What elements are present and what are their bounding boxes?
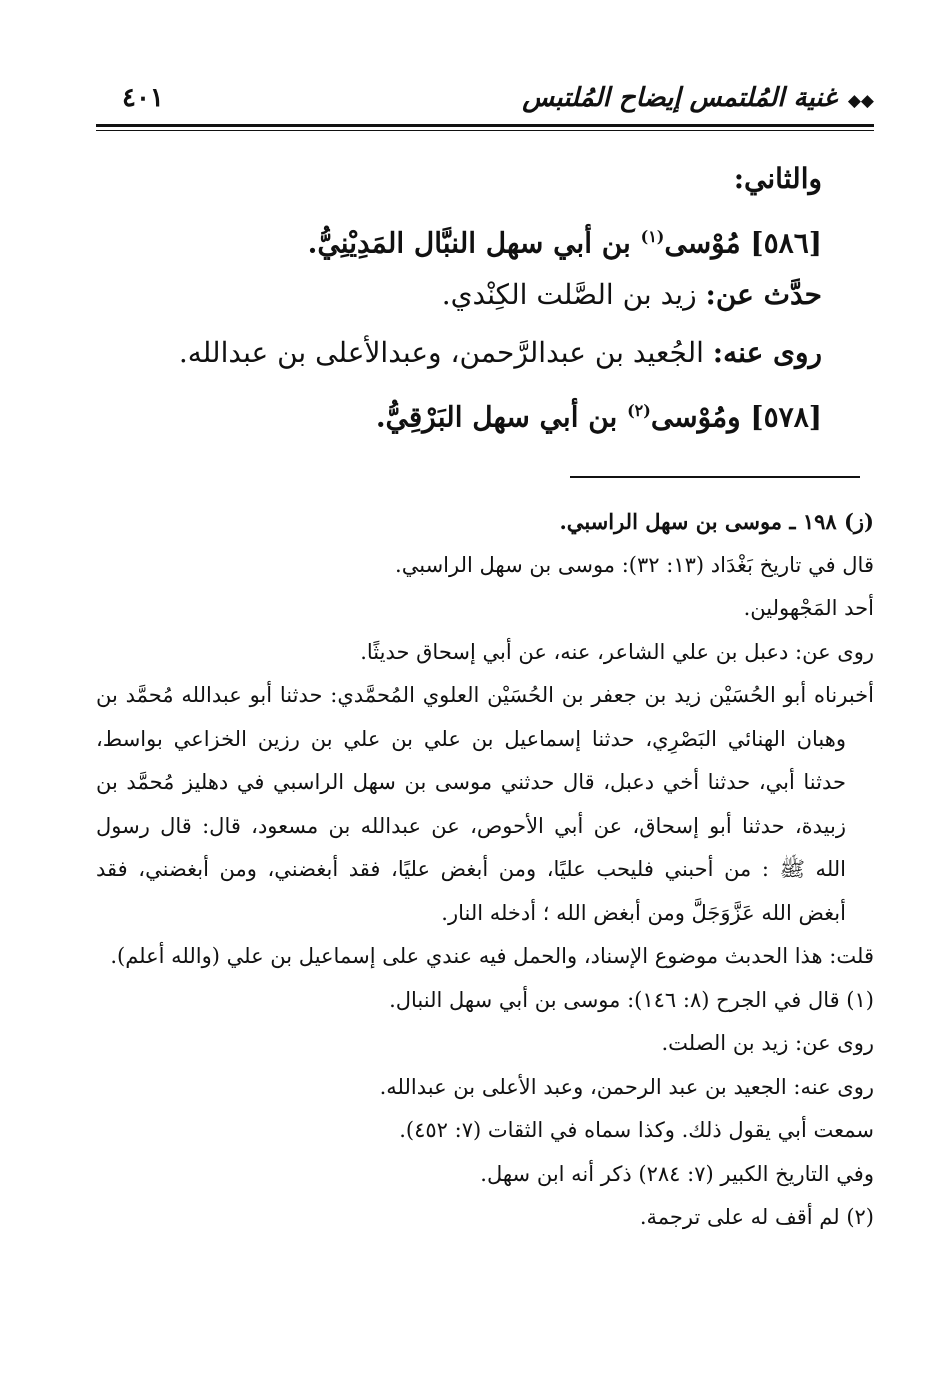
narrated-from-text: زيد بن الصَّلت الكِنْدي. xyxy=(441,278,697,311)
note-1-line: (١) قال في الجرح (٨: ١٤٦): موسى بن أبي سهل النبال. xyxy=(389,987,874,1012)
note-1-line: روى عنه: الجعيد بن عبد الرحمن، وعبد الأعلى بن عبدالله. xyxy=(379,1074,874,1099)
entry-number: [٥٨٦] xyxy=(750,226,822,260)
note-z-line: أحد المَجْهولين. xyxy=(743,596,874,620)
note-z-heading: (ز) ١٩٨ ـ موسى بن سهل الراسبي. xyxy=(559,509,874,534)
note-z-line: قال في تاريخ بَغْدَاد (١٣: ٣٢): موسى بن سهل الراسبي. xyxy=(395,552,874,577)
note-1-line: وفي التاريخ الكبير (٧: ٢٨٤) ذكر أنه ابن سهل. xyxy=(480,1161,874,1186)
narrated-by-text: الجُعيد بن عبدالرَّحمن، وعبدالأعلى بن عبدالله. xyxy=(178,336,704,369)
isnad-line: حدثنا أبي، حدثنا أخي دعبل، قال حدثني موسى بن سهل الراسبي في دهليز مُحمَّد بن xyxy=(96,770,846,794)
narrated-by-line xyxy=(96,324,822,382)
entry-name: مُوْسى xyxy=(664,226,741,260)
verdict-line: قلت: هذا الحدبث موضوع الإسناد، والحمل فيه عندي على إسماعيل بن علي (والله أعلم). xyxy=(110,944,874,968)
page-number: ٤٠١ xyxy=(122,83,164,113)
footnote-separator xyxy=(570,476,860,478)
entry-name-rest: بن أبي سهل النبَّال المَدِيْنِيُّ. xyxy=(307,226,631,260)
header-rule-thick xyxy=(96,124,874,127)
footnote-marker: (٢) xyxy=(627,401,651,420)
entry-name: ومُوْسى xyxy=(650,400,741,434)
running-title-group xyxy=(522,83,874,113)
isnad-line: الله ﷺ : من أحبني فليحب عليًا، ومن أبغض عليًا، فقد أبغضني، ومن أبغضني، فقد xyxy=(96,857,846,881)
footnote-marker: (١) xyxy=(640,227,665,246)
footnotes xyxy=(96,500,874,1240)
narrated-from-label: حدَّث عن: xyxy=(705,278,822,311)
note-z-line: روى عن: دعبل بن علي الشاعر، عنه، عن أبي إسحاق حديثًا. xyxy=(360,639,874,664)
header-rule-thin xyxy=(96,130,874,131)
entry-name-rest: بن أبي سهل البَرْقِيُّ. xyxy=(375,400,618,434)
entry-number: [٥٧٨] xyxy=(750,400,822,434)
isnad-line: زبيدة، حدثنا أبو إسحاق، عن أبي الأحوص، عن عبدالله بن مسعود، قال: قال رسول xyxy=(96,813,846,838)
note-1-line: روى عن: زيد بن الصلت. xyxy=(661,1031,874,1055)
narrated-by-label: روى عنه: xyxy=(712,336,822,369)
isnad-last-line: أبغض الله عَزَّوَجَلَّ ومن أبغض الله ؛ أدخله النار. xyxy=(441,900,846,925)
entry-586 xyxy=(96,208,822,266)
note-1-line: سمعت أبي يقول ذلك. وكذا سماه في الثقات (٧: ٤٥٢). xyxy=(399,1118,874,1142)
running-title: غنية المُلتمس إيضاح المُلتبس xyxy=(522,83,837,113)
narrated-from-line xyxy=(96,266,822,324)
main-text xyxy=(96,150,822,440)
section-heading: والثاني: xyxy=(733,162,822,195)
entry-578 xyxy=(96,382,822,440)
diamond-ornament-icon: ◆◆ xyxy=(847,91,874,111)
isnad-first-line: أخبرناه أبو الحُسَيْن زيد بن جعفر بن الحُسَيْن العلوي المُحمَّدي: حدثنا أبو عبدالله مُحمَّد بن xyxy=(96,683,874,707)
isnad-line: وهبان الهنائي البَصْرِي، حدثنا إسماعيل بن علي بن علي بن رزين الخزاعي بواسط، xyxy=(96,726,846,751)
page-header xyxy=(96,78,874,118)
note-2-line: (٢) لم أقف له على ترجمة. xyxy=(639,1205,874,1229)
